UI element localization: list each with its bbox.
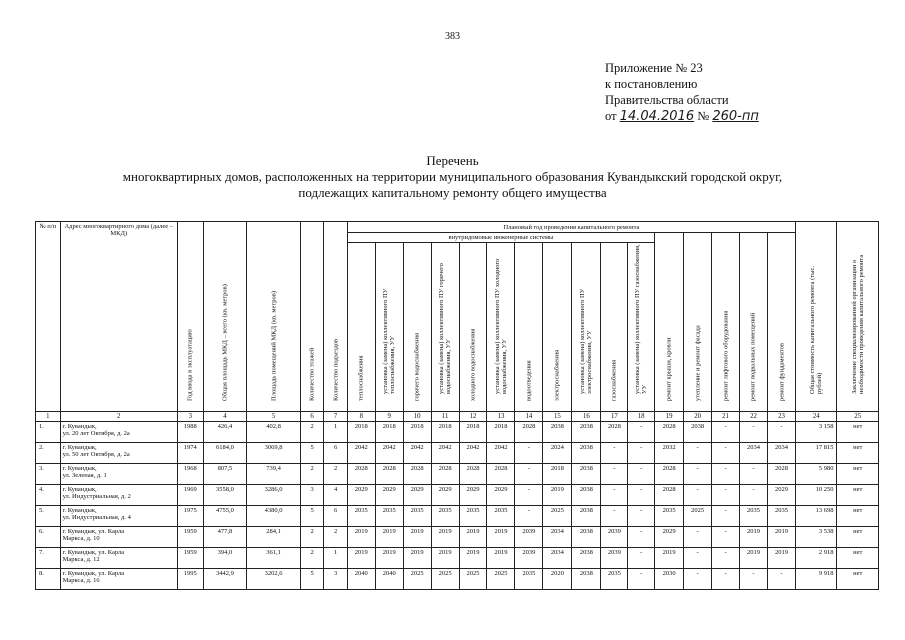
row-number: 4. [36,485,61,506]
header-drainage: водоотведения [515,243,543,412]
table-cell: 2028 [403,464,431,485]
table-cell: 4755,0 [203,506,247,527]
row-number: 2. [36,443,61,464]
page-number: 383 [445,31,460,42]
table-cell: 2018 [375,422,403,443]
table-cell: 3202,6 [247,569,301,590]
table-cell: 2029 [767,485,795,506]
date-prefix: от [605,109,617,123]
table-cell: 2025 [431,569,459,590]
table-cell: 1974 [177,443,203,464]
table-cell: 5 [300,443,323,464]
row-address [60,422,177,443]
table-cell: 2040 [375,569,403,590]
table-cell: 2019 [487,527,515,548]
column-number: 21 [712,412,740,422]
table-cell: 2028 [767,464,795,485]
table-cell: 5 [300,506,323,527]
table-cell: 2038 [572,443,601,464]
table-cell: нет [837,569,879,590]
header-address: Адрес многоквартирного дома (далее – МКД) [60,222,177,412]
table-cell: 1969 [177,485,203,506]
header-nn: № п/п [36,222,61,412]
table-cell: 3 [300,485,323,506]
address-line-1: г. Кувандык, ул. Карла [62,549,125,556]
table-cell: - [712,527,740,548]
table-cell: - [712,464,740,485]
document-title [0,153,905,201]
table-cell: 2035 [515,569,543,590]
address-line-2: ул. 50 лет Октября, д. 2а [62,451,130,458]
table-cell: 2 [324,464,347,485]
table-cell: 2039 [601,527,628,548]
table-cell: 361,1 [247,548,301,569]
header-floors: Количество этажей [300,222,323,412]
table-cell: - [740,422,768,443]
table-cell: 1959 [177,548,203,569]
address-line-2: Маркса, д. 16 [62,577,100,584]
table-cell: 2042 [403,443,431,464]
table-cell: 2028 [459,464,487,485]
table-cell: 2028 [515,422,543,443]
table-cell: 2032 [655,443,684,464]
table-cell: 2034 [740,443,768,464]
table-cell: 2018 [543,464,572,485]
address-line-2: ул. Зеленая, д. 1 [62,472,107,479]
table-cell: 1995 [177,569,203,590]
table-cell: 2025 [487,569,515,590]
table-cell: 10 250 [796,485,837,506]
table-cell: нет [837,464,879,485]
table-cell: 2025 [459,569,487,590]
column-number: 2 [60,412,177,422]
table-cell: - [712,422,740,443]
address-line-2: ул. 20 лет Октября, д. 2а [62,430,130,437]
table-cell: 2028 [655,485,684,506]
address-line-1: г. Кувандык, ул. Карла [62,570,125,577]
address-line-1: г. Кувандык, [62,444,97,451]
table-cell: 17 815 [796,443,837,464]
table-cell: - [601,443,628,464]
table-cell: 2019 [767,548,795,569]
table-cell: 2028 [375,464,403,485]
row-address [60,569,177,590]
column-number: 23 [767,412,795,422]
table-cell: 2028 [487,464,515,485]
table-cell: 2019 [347,548,375,569]
table-cell: - [712,548,740,569]
table-cell: 2038 [543,422,572,443]
table-cell: 2028 [347,464,375,485]
table-cell: 807,5 [203,464,247,485]
row-number: 3. [36,464,61,485]
table-cell: - [628,464,655,485]
table-cell: - [515,443,543,464]
table-cell: 2018 [487,422,515,443]
table-cell: - [684,485,712,506]
column-number: 12 [459,412,487,422]
table-cell: 2034 [767,443,795,464]
table-cell: 739,4 [247,464,301,485]
table-cell: 2035 [347,506,375,527]
table-cell: - [628,443,655,464]
table-cell: 2040 [347,569,375,590]
table-cell: 2019 [740,527,768,548]
handwritten-date: 14.04.2016 [619,109,695,124]
table-cell: - [601,464,628,485]
row-address [60,464,177,485]
header-basement: ремонт подвальных помещений [740,233,768,412]
column-number: 20 [684,412,712,422]
table-cell: 2035 [601,569,628,590]
table-cell: 2 918 [796,548,837,569]
table-cell: 2034 [543,527,572,548]
header-electric: электроснабжения [543,243,572,412]
table-cell: 6 [324,506,347,527]
row-number: 6. [36,527,61,548]
table-cell: 2042 [431,443,459,464]
header-year: Год ввода в эксплуатацию [177,222,203,412]
table-row [36,548,879,569]
table-cell: 6184,0 [203,443,247,464]
appendix-line-2: к постановлению [605,77,698,91]
column-number: 5 [247,412,301,422]
number-sign: № [697,109,710,123]
table-cell: 2035 [487,506,515,527]
table-row [36,443,879,464]
table-row [36,527,879,548]
table-cell: 2019 [431,548,459,569]
table-cell: 2 [300,548,323,569]
table-cell: 2 [300,422,323,443]
column-number: 19 [655,412,684,422]
table-cell: 2029 [459,485,487,506]
header-heat-pu: установка (замена) коллективного ПУ теплоснабжения, УУ [375,243,403,412]
appendix-line-1: Приложение № 23 [605,61,703,75]
header-plan-year: Плановый год проведения капитального ремонта [347,222,795,233]
table-cell: 2035 [375,506,403,527]
table-cell: 2038 [572,569,601,590]
repair-table [35,221,879,590]
repair-table-wrapper [35,221,879,590]
table-cell: 2019 [655,548,684,569]
table-cell: 3558,0 [203,485,247,506]
table-cell: 2019 [740,548,768,569]
address-line-2: Маркса, д. 12 [62,556,100,563]
table-cell: 2024 [543,443,572,464]
table-cell: 2019 [347,527,375,548]
column-number: 6 [300,412,323,422]
table-cell: 2030 [655,569,684,590]
table-cell: - [515,485,543,506]
header-electric-pu: установка (замена) коллективного ПУ электроснабжения, УУ [572,243,601,412]
table-cell: нет [837,548,879,569]
row-address [60,506,177,527]
table-cell: 2025 [403,569,431,590]
table-cell: 2029 [347,485,375,506]
table-cell: 394,0 [203,548,247,569]
column-number: 16 [572,412,601,422]
row-address [60,527,177,548]
header-foundation: ремонт фундаментов [767,233,795,412]
address-line-1: г. Кувандык, [62,423,97,430]
table-cell: 2029 [431,485,459,506]
table-cell: 2028 [601,422,628,443]
row-number: 1. [36,422,61,443]
table-cell: 2035 [459,506,487,527]
address-line-1: г. Кувандык, [62,486,97,493]
table-cell: 4 [324,485,347,506]
table-cell: 2042 [375,443,403,464]
table-cell: 2019 [403,527,431,548]
table-cell: 2019 [375,527,403,548]
table-cell: 9 918 [796,569,837,590]
table-cell: 1968 [177,464,203,485]
table-cell: - [515,506,543,527]
header-cost: Общая стоимость капитального ремонта (тыс. рублей) [796,222,837,412]
table-cell: - [684,527,712,548]
header-conclusion: Заключение специализированной организации о необходимости проведения капитального ремонта [837,222,879,412]
table-row [36,569,879,590]
table-cell: 5 980 [796,464,837,485]
table-cell: 4380,0 [247,506,301,527]
table-cell: - [601,485,628,506]
table-cell: 2019 [459,527,487,548]
table-cell: 2019 [459,548,487,569]
row-number: 5. [36,506,61,527]
column-number: 11 [431,412,459,422]
table-cell: - [740,485,768,506]
handwritten-number: 260-пп [712,109,759,124]
column-number: 1 [36,412,61,422]
table-row [36,464,879,485]
header-cold-water: холодного водоснабжения [459,243,487,412]
table-cell: 2035 [403,506,431,527]
table-cell: нет [837,422,879,443]
header-entrances: Количество подъездов [324,222,347,412]
header-roof: ремонт крыши, кровли [655,233,684,412]
header-elevator: ремонт лифтового оборудования [712,233,740,412]
appendix-block [605,60,759,125]
header-hot-water: горячего водоснабжения [403,243,431,412]
table-cell: - [684,443,712,464]
table-cell: - [712,485,740,506]
table-cell: 2020 [543,569,572,590]
table-cell: 284,1 [247,527,301,548]
table-row [36,506,879,527]
table-cell: 1 [324,422,347,443]
header-gas-pu: установка (замена) коллективного ПУ газоснабжения, УУ [628,243,655,412]
table-cell: - [712,506,740,527]
table-cell: 2038 [572,548,601,569]
table-cell: 2038 [572,464,601,485]
table-cell: - [601,506,628,527]
header-facade: утепление и ремонт фасада [684,233,712,412]
table-cell: - [515,464,543,485]
table-cell: 2028 [431,464,459,485]
header-engineering: внутридомовые инженерные системы [347,233,654,243]
table-cell: - [767,422,795,443]
table-cell: 3 [324,569,347,590]
appendix-line-3: Правительства области [605,93,729,107]
table-cell: нет [837,506,879,527]
address-line-2: ул. Индустриальная, д. 2 [62,493,131,500]
table-cell: 3286,0 [247,485,301,506]
title-line-1: Перечень [426,153,479,168]
row-number: 7. [36,548,61,569]
table-cell: 3 538 [796,527,837,548]
table-cell: - [684,548,712,569]
table-row [36,422,879,443]
table-row [36,485,879,506]
row-address [60,443,177,464]
table-cell: 2029 [655,527,684,548]
table-cell: нет [837,443,879,464]
table-cell: - [740,464,768,485]
table-cell: 402,8 [247,422,301,443]
table-cell: 2019 [767,527,795,548]
table-cell: - [628,569,655,590]
table-cell: 3069,8 [247,443,301,464]
table-cell: 2029 [403,485,431,506]
table-cell: 2039 [515,548,543,569]
table-cell: 1959 [177,527,203,548]
table-cell: 2028 [655,464,684,485]
column-number: 13 [487,412,515,422]
table-cell: 2035 [655,506,684,527]
table-cell: 2025 [543,506,572,527]
address-line-1: г. Кувандык, [62,507,97,514]
address-line-1: г. Кувандык, ул. Карла [62,528,125,535]
table-cell: 2019 [431,527,459,548]
table-cell: 2 [324,527,347,548]
column-number: 17 [601,412,628,422]
table-cell: 2035 [767,506,795,527]
column-number: 15 [543,412,572,422]
appendix-date-line [605,108,759,125]
column-number: 7 [324,412,347,422]
address-line-1: г. Кувандык, [62,465,97,472]
table-cell: 3 158 [796,422,837,443]
column-number: 10 [403,412,431,422]
table-cell: 2029 [375,485,403,506]
table-cell: 2042 [347,443,375,464]
table-cell: нет [837,527,879,548]
table-cell: - [740,569,768,590]
table-cell: - [712,569,740,590]
table-cell: 1988 [177,422,203,443]
table-cell: - [767,569,795,590]
table-cell: 2018 [459,422,487,443]
header-gas: газоснабжения [601,243,628,412]
table-cell: 2039 [601,548,628,569]
table-cell: 2018 [431,422,459,443]
row-address [60,548,177,569]
table-cell: 2019 [403,548,431,569]
title-line-3: подлежащих капитальному ремонту общего имущества [298,185,607,200]
header-total-area: Общая площадь МКД – всего (кв. метров) [203,222,247,412]
table-cell: нет [837,485,879,506]
column-number: 8 [347,412,375,422]
table-cell: 2018 [403,422,431,443]
table-cell: 2 [300,464,323,485]
table-cell: 2025 [684,506,712,527]
table-cell: 1 [324,548,347,569]
table-cell: - [628,422,655,443]
column-number: 3 [177,412,203,422]
table-cell: 2019 [375,548,403,569]
table-cell: 5 [300,569,323,590]
table-cell: 2034 [543,548,572,569]
column-number: 4 [203,412,247,422]
table-body [36,412,879,590]
row-address [60,485,177,506]
table-cell: 2019 [543,485,572,506]
column-number: 22 [740,412,768,422]
column-number: 14 [515,412,543,422]
table-cell: 2042 [487,443,515,464]
table-cell: 2 [300,527,323,548]
table-cell: 2038 [572,485,601,506]
table-cell: - [684,464,712,485]
table-cell: 6 [324,443,347,464]
header-hot-water-pu: установка (замена) коллективного ПУ горячего водоснабжения, УУ [431,243,459,412]
table-cell: 477,8 [203,527,247,548]
table-cell: 2038 [572,527,601,548]
column-number: 25 [837,412,879,422]
address-line-2: Маркса, д. 10 [62,535,100,542]
table-cell: - [684,569,712,590]
table-cell: 2042 [459,443,487,464]
table-cell: 426,4 [203,422,247,443]
table-cell: 1975 [177,506,203,527]
column-numbers-row [36,412,879,422]
header-premises-area: Площадь помещений МКД (кв. метров) [247,222,301,412]
table-cell: 2035 [431,506,459,527]
table-cell: - [712,443,740,464]
row-number: 8. [36,569,61,590]
table-cell: 2038 [572,506,601,527]
table-cell: - [628,548,655,569]
table-cell: - [628,506,655,527]
table-cell: 2028 [655,422,684,443]
column-number: 9 [375,412,403,422]
table-cell: 2039 [515,527,543,548]
table-cell: - [628,485,655,506]
address-line-2: ул. Индустриальная, д. 4 [62,514,131,521]
table-cell: 2019 [487,548,515,569]
header-heat: теплоснабжения [347,243,375,412]
table-cell: 2038 [572,422,601,443]
table-cell: 2029 [487,485,515,506]
table-cell: - [628,527,655,548]
table-cell: 13 698 [796,506,837,527]
table-cell: 2035 [740,506,768,527]
table-cell: 2038 [684,422,712,443]
table-cell: 3442,9 [203,569,247,590]
header-cold-water-pu: установка (замена) коллективного ПУ холодного водоснабжения, УУ [487,243,515,412]
title-line-2: многоквартирных домов, расположенных на территории муниципального образования Кувандыкский городской округ, [122,169,783,184]
table-cell: 2018 [347,422,375,443]
column-number: 18 [628,412,655,422]
column-number: 24 [796,412,837,422]
